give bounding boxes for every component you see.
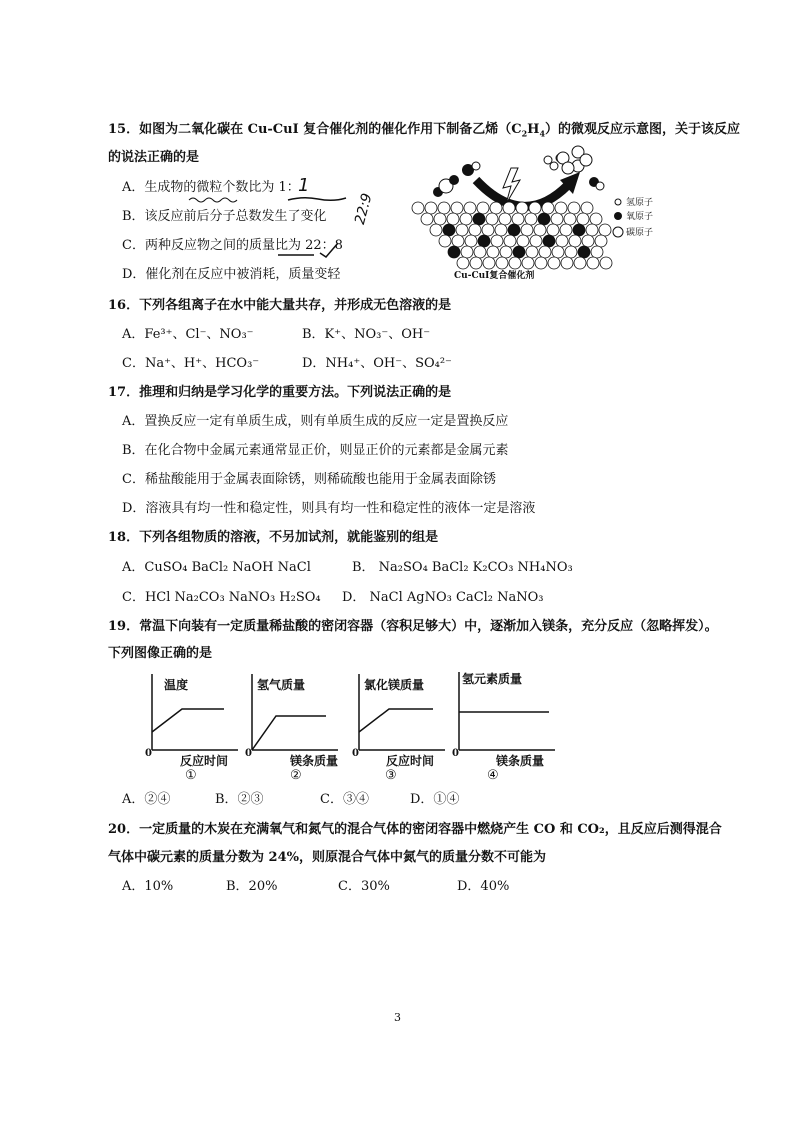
q19-stem-line2: 下列图像正确的是	[108, 646, 213, 661]
q15-option-c: C．两种反应物之间的质量比为 22：8	[122, 238, 343, 253]
q19-graph-1-origin: 0	[145, 748, 152, 759]
q15-legend-hydrogen: 氢原子	[626, 198, 654, 208]
q19-graph-2-xlabel: 镁条质量	[290, 754, 339, 768]
q16-option-c: C．Na⁺、H⁺、HCO₃⁻	[122, 356, 260, 371]
q19-graph-4-xlabel: 镁条质量	[496, 754, 545, 768]
q18-stem: 18．下列各组物质的溶液，不另加试剂，就能鉴别的组是	[108, 530, 439, 545]
q19-graph-2-number: ②	[290, 768, 302, 783]
q20-stem-line2: 气体中碳元素的质量分数为 24%，则原混合气体中氮气的质量分数不可能为	[108, 850, 546, 865]
q16-option-b: B．K⁺、NO₃⁻、OH⁻	[302, 327, 431, 342]
q18-option-c: C．HCl Na₂CO₃ NaNO₃ H₂SO₄	[122, 590, 321, 605]
q16-option-a: A．Fe³⁺、Cl⁻、NO₃⁻	[122, 327, 254, 342]
q20-option-d: D．40%	[457, 879, 510, 894]
q20-option-a: A．10%	[122, 879, 174, 894]
q19-graph-2-origin: 0	[245, 748, 252, 759]
q19-graph-3-xlabel: 反应时间	[386, 754, 435, 768]
q15-option-a-wavy-mark	[189, 196, 241, 204]
q16-stem: 16．下列各组离子在水中能大量共存，并形成无色溶液的是	[108, 298, 452, 313]
q19-stem-line1: 19．常温下向装有一定质量稀盐酸的密闭容器（容积足够大）中，逐渐加入镁条，充分反应（忽略挥发）。	[108, 619, 718, 634]
q15-option-a-underline	[288, 196, 348, 206]
q15-option-c-underline	[278, 241, 358, 259]
q19-graph-4-number: ④	[487, 768, 499, 783]
q17-option-d: D．溶液具有均一性和稳定性，则具有均一性和稳定性的液体一定是溶液	[122, 501, 536, 516]
q15-legend-carbon: 碳原子	[626, 228, 654, 238]
q19-graph-3-number: ③	[385, 768, 397, 783]
q15-option-d: D．催化剂在反应中被消耗，质量变轻	[122, 267, 341, 282]
q15-option-b: B．该反应前后分子总数发生了变化	[122, 209, 327, 224]
q19-graph-1-xlabel: 反应时间	[180, 754, 229, 768]
page-number: 3	[394, 1011, 401, 1024]
q17-stem: 17．推理和归纳是学习化学的重要方法。下列说法正确的是	[108, 385, 452, 400]
q19-graph-3-origin: 0	[352, 748, 359, 759]
q19-option-d: D．①④	[410, 792, 460, 807]
q19-graph-2-ylabel: 氢气质量	[257, 678, 306, 692]
q17-option-b: B．在化合物中金属元素通常显正价，则显正价的元素都是金属元素	[122, 443, 509, 458]
q20-option-c: C．30%	[338, 879, 390, 894]
q19-option-a: A．②④	[122, 792, 171, 807]
q18-option-b: B． Na₂SO₄ BaCl₂ K₂CO₃ NH₄NO₃	[352, 560, 573, 575]
q15-legend-oxygen: 氧原子	[626, 212, 654, 222]
q19-graph-3-ylabel: 氯化镁质量	[364, 678, 425, 692]
q15-catalyst-label: Cu-CuI复合催化剂	[454, 271, 535, 281]
q15-option-a-handwritten: 1	[298, 175, 310, 196]
q15-option-a: A．生成物的微粒个数比为 1：	[122, 180, 300, 195]
q17-option-c: C．稀盐酸能用于金属表面除锈，则稀硫酸也能用于金属表面除锈	[122, 472, 496, 487]
q18-option-a: A．CuSO₄ BaCl₂ NaOH NaCl	[122, 560, 311, 575]
q19-option-b: B．②③	[215, 792, 264, 807]
q19-graph-4-origin: 0	[452, 748, 459, 759]
q19-graph-1-ylabel: 温度	[164, 678, 189, 692]
q15-stem-line2: 的说法正确的是	[108, 150, 200, 165]
q18-option-d: D． NaCl AgNO₃ CaCl₂ NaNO₃	[342, 590, 544, 605]
q17-option-a: A．置换反应一定有单质生成，则有单质生成的反应一定是置换反应	[122, 414, 509, 429]
q15-option-c-handwritten: 22:9	[352, 191, 376, 227]
q19-graph-4-ylabel: 氢元素质量	[462, 672, 523, 686]
q20-option-b: B．20%	[226, 879, 278, 894]
q19-option-c: C．③④	[320, 792, 369, 807]
q15-stem-line1: 15．如图为二氧化碳在 Cu-CuI 复合催化剂的催化作用下制备乙烯$(C_2H_4)$的微观反应示意图，关于该反应	[108, 122, 741, 139]
q16-option-d: D．NH₄⁺、OH⁻、SO₄²⁻	[302, 356, 452, 371]
q20-stem-line1: 20．一定质量的木炭在充满氧气和氮气的混合气体的密闭容器中燃烧产生 CO 和 CO₂，且反应后测得混合	[108, 822, 722, 837]
q19-graph-1-number: ①	[185, 768, 197, 783]
